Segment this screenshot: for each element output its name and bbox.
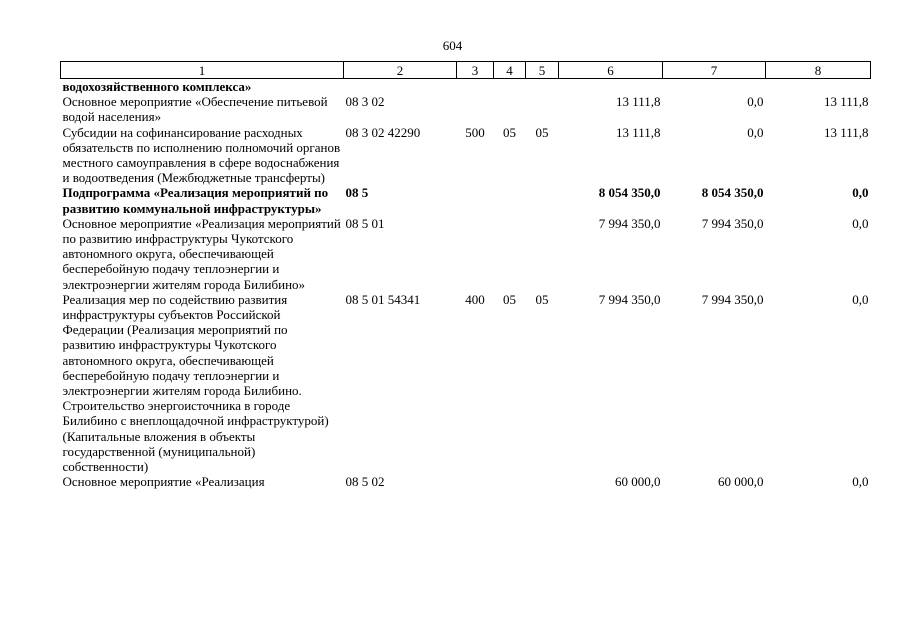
cell-col8: 13 111,8 [823,94,869,110]
cell-rz [494,216,526,292]
table-row [61,79,871,95]
cell-name: водохозяйственного комплекса» [62,79,252,94]
cell-col7 [663,79,766,95]
cell-col6: 13 111,8 [615,94,661,110]
cell-col6: 13 111,8 [615,124,661,140]
cell-vr: 500 [465,124,485,140]
column-header: 5 [526,62,559,79]
cell-pr [526,79,559,95]
cell-rz: 05 [503,124,516,140]
cell-col7: 7 994 350,0 [701,291,764,307]
table-row [61,474,871,489]
cell-code: 08 5 02 [345,474,385,490]
cell-name: Основное мероприятие «Реализация [62,474,265,490]
cell-code: 08 5 01 54341 [345,291,421,307]
table-body [61,79,871,490]
cell-code: 08 5 [345,185,369,201]
cell-pr [526,216,559,292]
cell-col7: 0,0 [747,94,764,110]
cell-rz [494,94,526,124]
cell-vr [457,216,494,292]
column-header: 8 [766,62,871,79]
cell-vr [457,474,494,489]
cell-vr: 400 [465,291,485,307]
cell-col8: 0,0 [852,185,869,201]
cell-col6: 60 000,0 [615,474,661,490]
cell-rz: 05 [503,291,516,307]
cell-code: 08 3 02 [345,94,385,110]
page-number: 604 [442,38,463,53]
cell-pr: 05 [535,291,549,307]
cell-name: Субсидии на софинансирование расходных обязательств по исполнению полномочий органов местного самоуправления в сфере водоснабжения и водоотведения (Межбюджетные трансферты) [62,124,341,186]
header-row [61,62,871,79]
cell-col7: 60 000,0 [718,474,764,490]
table-row [61,292,871,474]
cell-code: 08 5 01 [345,215,385,231]
cell-rz [494,474,526,489]
table-row [61,125,871,186]
cell-col7: 7 994 350,0 [701,215,764,231]
column-header: 4 [494,62,526,79]
cell-pr [526,474,559,489]
cell-col7: 8 054 350,0 [701,185,764,201]
cell-rz [494,185,526,215]
table-row [61,216,871,292]
cell-rz [494,79,526,95]
column-header: 7 [663,62,766,79]
cell-vr [457,94,494,124]
cell-col6: 8 054 350,0 [598,185,661,201]
column-header: 6 [559,62,663,79]
column-header: 1 [61,62,344,79]
cell-vr [457,185,494,215]
cell-name: Основное мероприятие «Обеспечение питьевой водой населения» [62,94,328,125]
cell-col8: 13 111,8 [823,124,869,140]
cell-code: 08 3 02 42290 [345,124,421,140]
cell-col6: 7 994 350,0 [598,291,661,307]
cell-name: Подпрограмма «Реализация мероприятий по развитию коммунальной инфраструктуры» [62,185,329,216]
column-header: 2 [344,62,457,79]
cell-name: Основное мероприятие «Реализация мероприятий по развитию инфраструктуры Чукотского автономного округа, обеспечивающей бесперебойную подачу теплоэнергии и электроэнергии жителям города Билибино» [62,215,341,292]
budget-table [60,61,871,489]
cell-pr: 05 [535,124,549,140]
cell-col8: 0,0 [852,474,869,490]
cell-name: Реализация мер по содействию развития инфраструктуры субъектов Российской Федерации (Реализация мероприятий по развитию инфраструктуры Чукотского автономного округа, обеспечивающей бесперебойную подачу теплоэнергии и электроэнергии жителям города Билибино. Строительство энергоисточника в городе Билибино с внеплощадочной инфраструктурой) (Капитальные вложения в объекты государственной (муниципальной) собственности) [62,291,329,475]
cell-pr [526,185,559,215]
column-header: 3 [457,62,494,79]
cell-code [344,79,457,95]
cell-col7: 0,0 [747,124,764,140]
cell-col6 [559,79,663,95]
cell-col6: 7 994 350,0 [598,215,661,231]
cell-col8: 0,0 [852,291,869,307]
cell-vr [457,79,494,95]
table-header [61,62,871,79]
cell-pr [526,94,559,124]
cell-col8 [766,79,871,95]
cell-col8: 0,0 [852,215,869,231]
table-row [61,94,871,124]
table-row [61,185,871,215]
